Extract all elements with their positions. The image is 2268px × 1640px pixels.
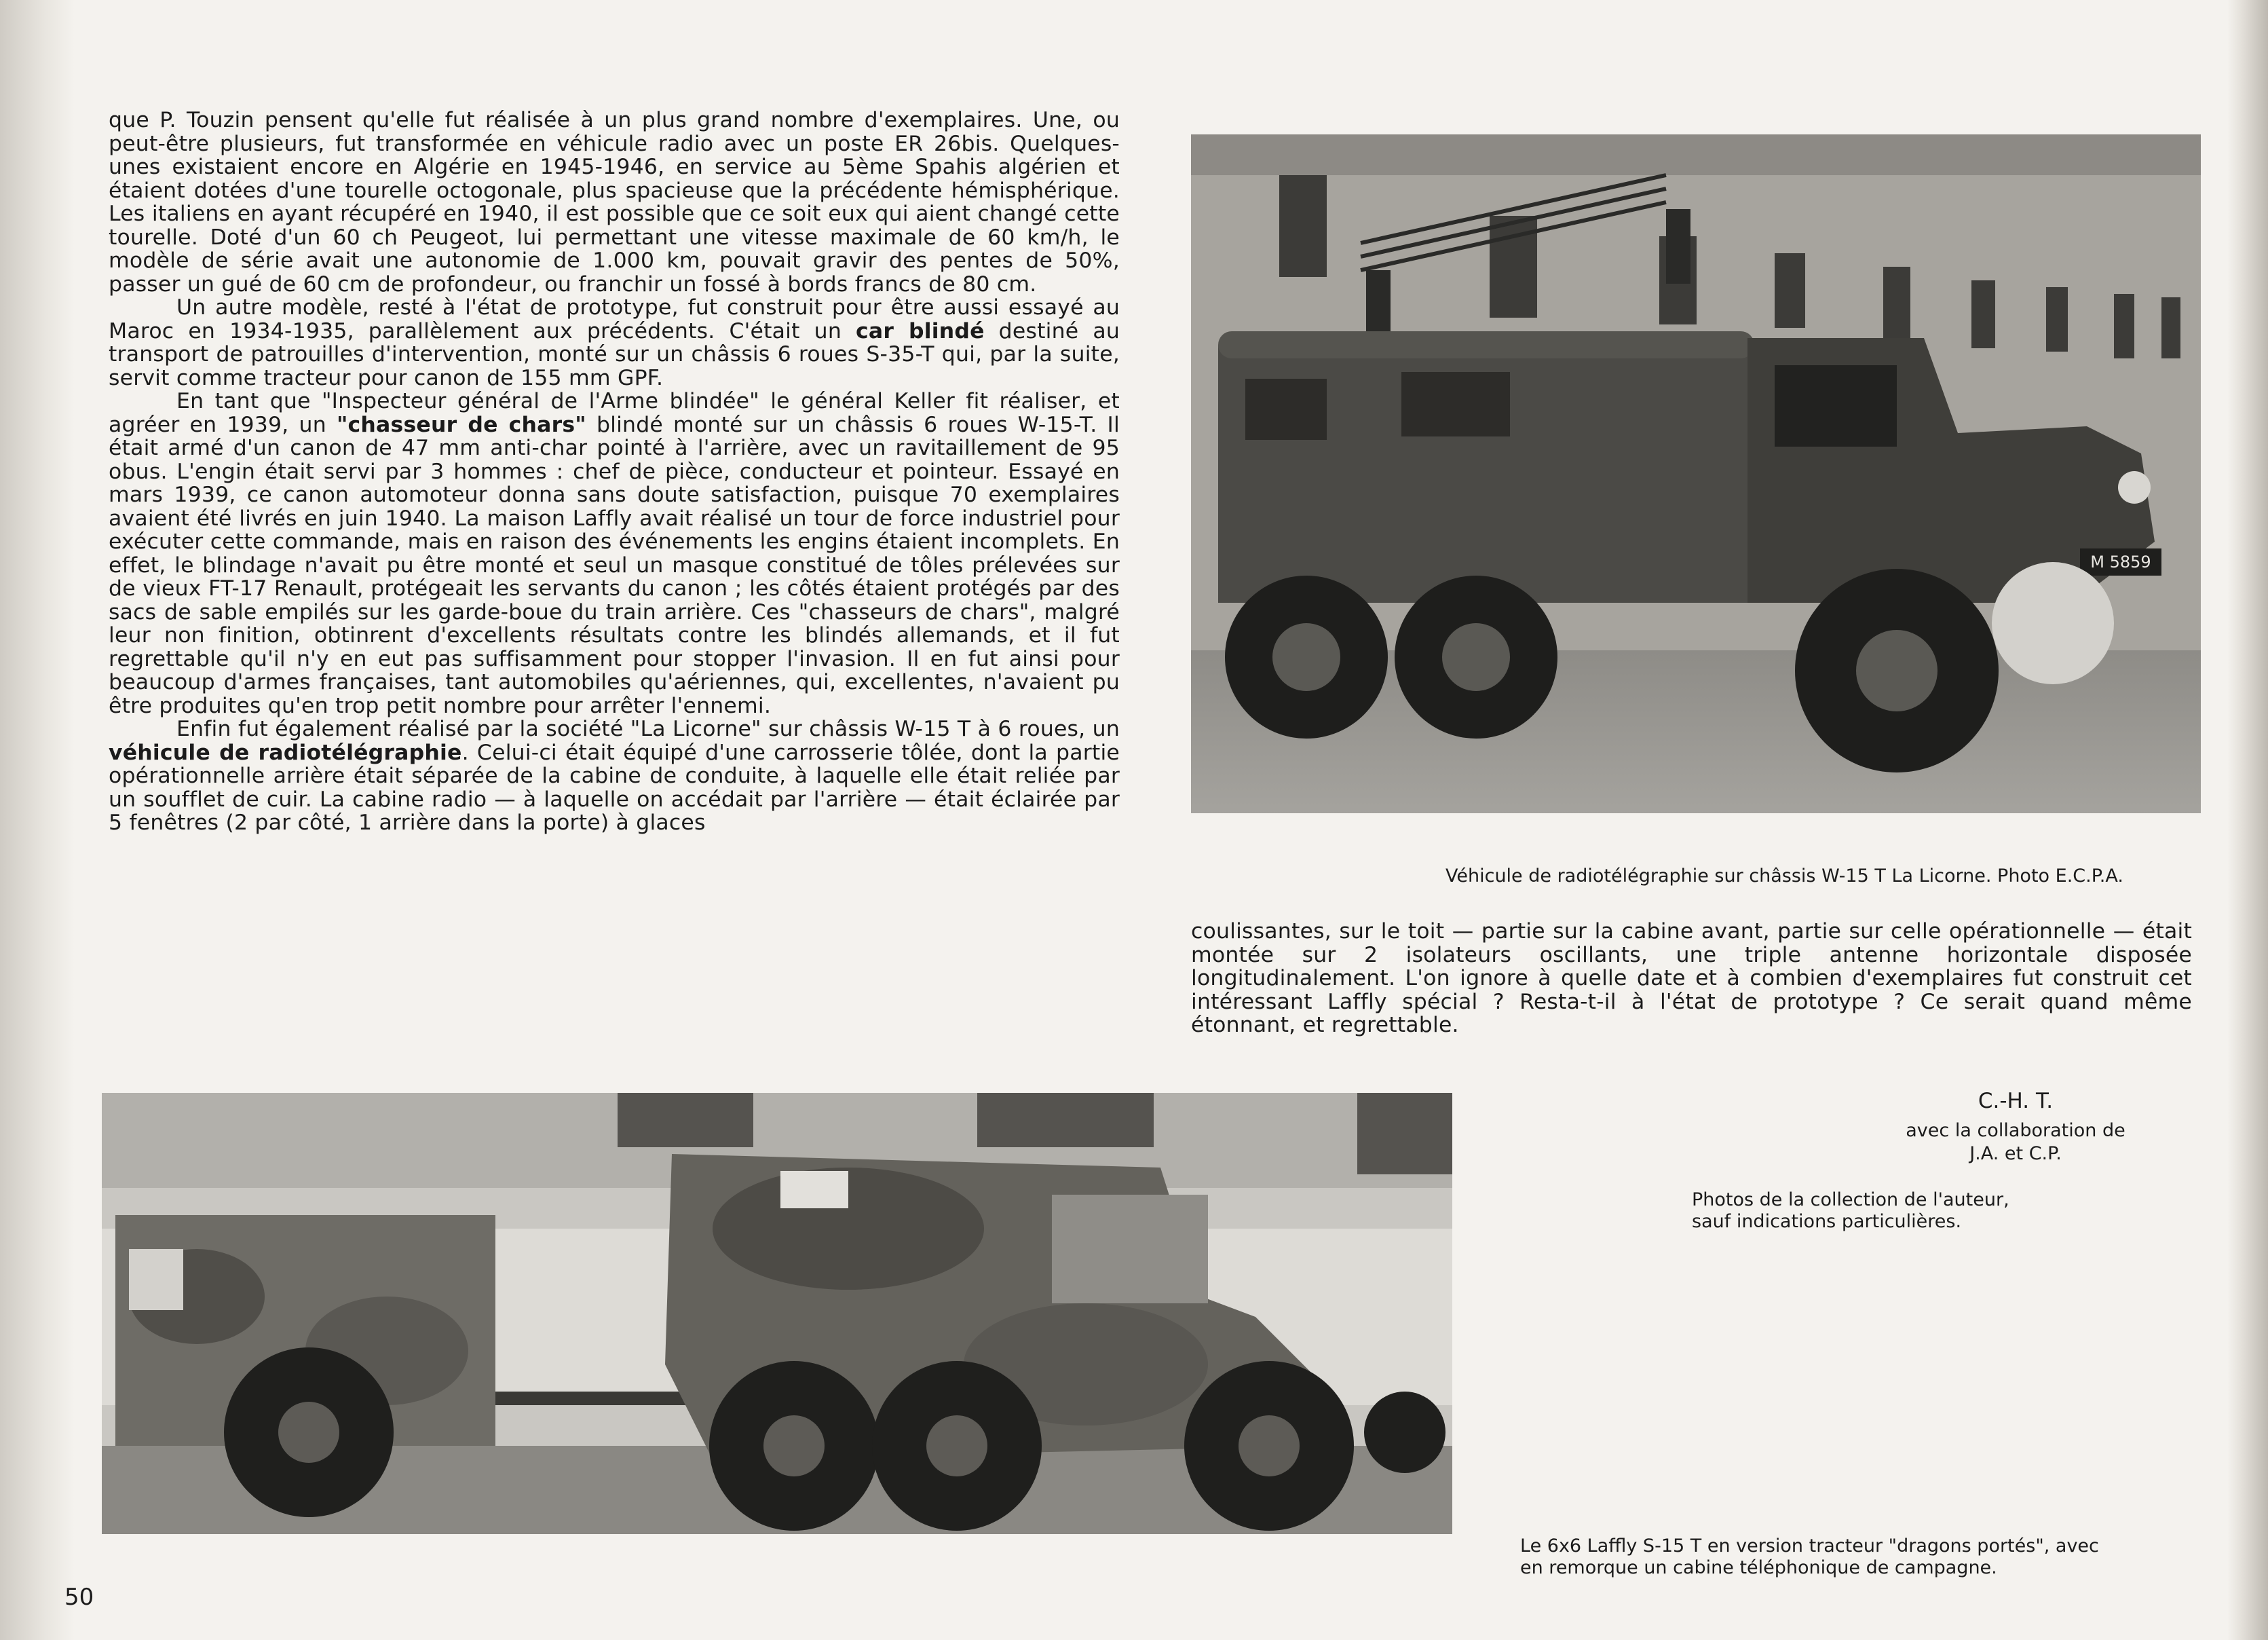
text-run: blindé monté sur un châssis 6 roues W-15-T. Il était armé d'un canon de 47 mm anti-char pointé à l'arrière, avec un ravitaillement de 95 obus. L'engin était servi par 3 hommes : chef de pièce, conducteur et pointeur. Essayé en mars 1939, ce canon automoteur donna sans doute satisfaction, puisque 70 exemplaires avaient été livrés en juin 1940. La maison Laffly avait réalisé un tour de force industriel pour exécuter cette commande, mais en raison des événements les engins étaient incomplets. En effet, le blindage n'avait pu être monté et seul un masque constitué de tôles prélevées sur de vieux FT-17 Renault, protégeait les servants du canon ; les côtés étaient protégés par des sacs de sable empilés sur les garde-boue du train arrière. Ces "chasseurs de chars", malgré leur non finition, obtinrent d'excellents résultats contre les blindés allemands, et il fut regrettable qu'il n'y en eut pas suffisamment pour stopper l'invasion. Il en fut ainsi pour beaucoup d'armes françaises, tant automobiles qu'aériennes, qui, excellentes, n'avaient pu être produites qu'en trop petit nombre pour arrêter l'ennemi.: [109, 412, 1120, 718]
bottom-photo-caption: [1520, 1535, 2199, 1579]
photo-source-note: [1692, 1189, 2099, 1233]
article-column-left: [109, 109, 1120, 835]
page-number: 50: [64, 1584, 94, 1611]
page-gutter-shadow: [0, 0, 75, 1640]
bottom-caption-line-1: Le 6x6 Laffly S-15 T en version tracteur "dragons portés", avec: [1520, 1535, 2099, 1557]
text-run: que P. Touzin pensent qu'elle fut réalisée à un plus grand nombre d'exemplaires. Une, ou peut-être plusieurs, fut transformée en véhicule radio avec un poste ER 26bis. Quelques-unes existaient encore en Algérie en 1945-1946, en service au 5ème Spahis algérien et étaient dotées d'une tourelle octogonale, plus spacieuse que la précédente hémisphérique. Les italiens en ayant récupéré en 1940, il est possible que ce soit eux qui aient changé cette tourelle. Doté d'un 60 ch Peugeot, lui permettant une vitesse maximale de 60 km/h, le modèle de série avait une autonomie de 1.000 km, pouvait gravir des pentes de 50%, passer un gué de 60 cm de profondeur, ou franchir un fossé à bords francs de 80 cm.: [109, 108, 1120, 297]
article-column-right-continuation: [1191, 920, 2192, 1037]
collaborators: J.A. et C.P.: [1969, 1143, 2062, 1164]
photo-source-line-2: sauf indications particulières.: [1692, 1211, 1962, 1232]
bold-term: véhicule de radiotélégraphie: [109, 740, 462, 765]
continuation-paragraph: coulissantes, sur le toit — partie sur la cabine avant, partie sur celle opérationnelle — était montée sur 2 isolateurs oscillants, une triple antenne horizontale disposée longitudinalement. L'on ignore à quelle date et à combien d'exemplaires fut construit cet intéressant Laffly spécial ? Resta-t-il à l'état de prototype ? Ce serait quand même étonnant, et regrettable.: [1191, 919, 2192, 1037]
bold-term: "chasseur de chars": [336, 412, 586, 437]
tractor-trailer-photo: [102, 1093, 1452, 1534]
author-credit: [1846, 1089, 2185, 1166]
collaboration-line: avec la collaboration de: [1906, 1120, 2125, 1141]
text-run: destiné au transport de patrouilles d'intervention, monté sur un châssis 6 roues S-35-T qui, par la suite, servit comme tracteur pour canon de 155 mm GPF.: [109, 318, 1120, 390]
text-run: Enfin fut également réalisé par la société "La Licorne" sur châssis W-15 T à 6 roues, un: [176, 717, 1120, 741]
author-initials: C.-H. T.: [1978, 1089, 2054, 1113]
photo-source-line-1: Photos de la collection de l'auteur,: [1692, 1189, 2009, 1210]
text-run: En tant que "Inspecteur général de l'Arme blindée" le général Keller fit réaliser, et agréer en 1939, un: [109, 389, 1120, 437]
text-run: . Celui-ci était équipé d'une carrosserie tôlée, dont la partie opérationnelle arrière était séparée de la cabine de conduite, à laquelle elle était reliée par un soufflet de cuir. La cabine radio — à laquelle on accédait par l'arrière — était éclairée par 5 fenêtres (2 par côté, 1 arrière dans la porte) à glaces: [109, 740, 1120, 835]
article-paragraph: [109, 296, 1120, 390]
bottom-caption-line-2: en remorque un cabine téléphonique de campagne.: [1520, 1557, 1997, 1578]
article-paragraph: [109, 109, 1120, 296]
article-paragraph: [109, 718, 1120, 835]
bold-term: car blindé: [855, 318, 985, 343]
text-run: Un autre modèle, resté à l'état de prototype, fut construit pour être aussi essayé au Maroc en 1934-1935, parallèlement aux précédents. C'était un: [109, 295, 1120, 343]
top-photo-caption: Véhicule de radiotélégraphie sur châssis W-15 T La Licorne. Photo E.C.P.A.: [1445, 865, 2123, 887]
page-edge-shadow: [2227, 0, 2268, 1640]
license-plate: M 5859: [2090, 553, 2151, 572]
article-paragraph: [109, 390, 1120, 718]
radio-truck-photo: [1191, 134, 2201, 844]
